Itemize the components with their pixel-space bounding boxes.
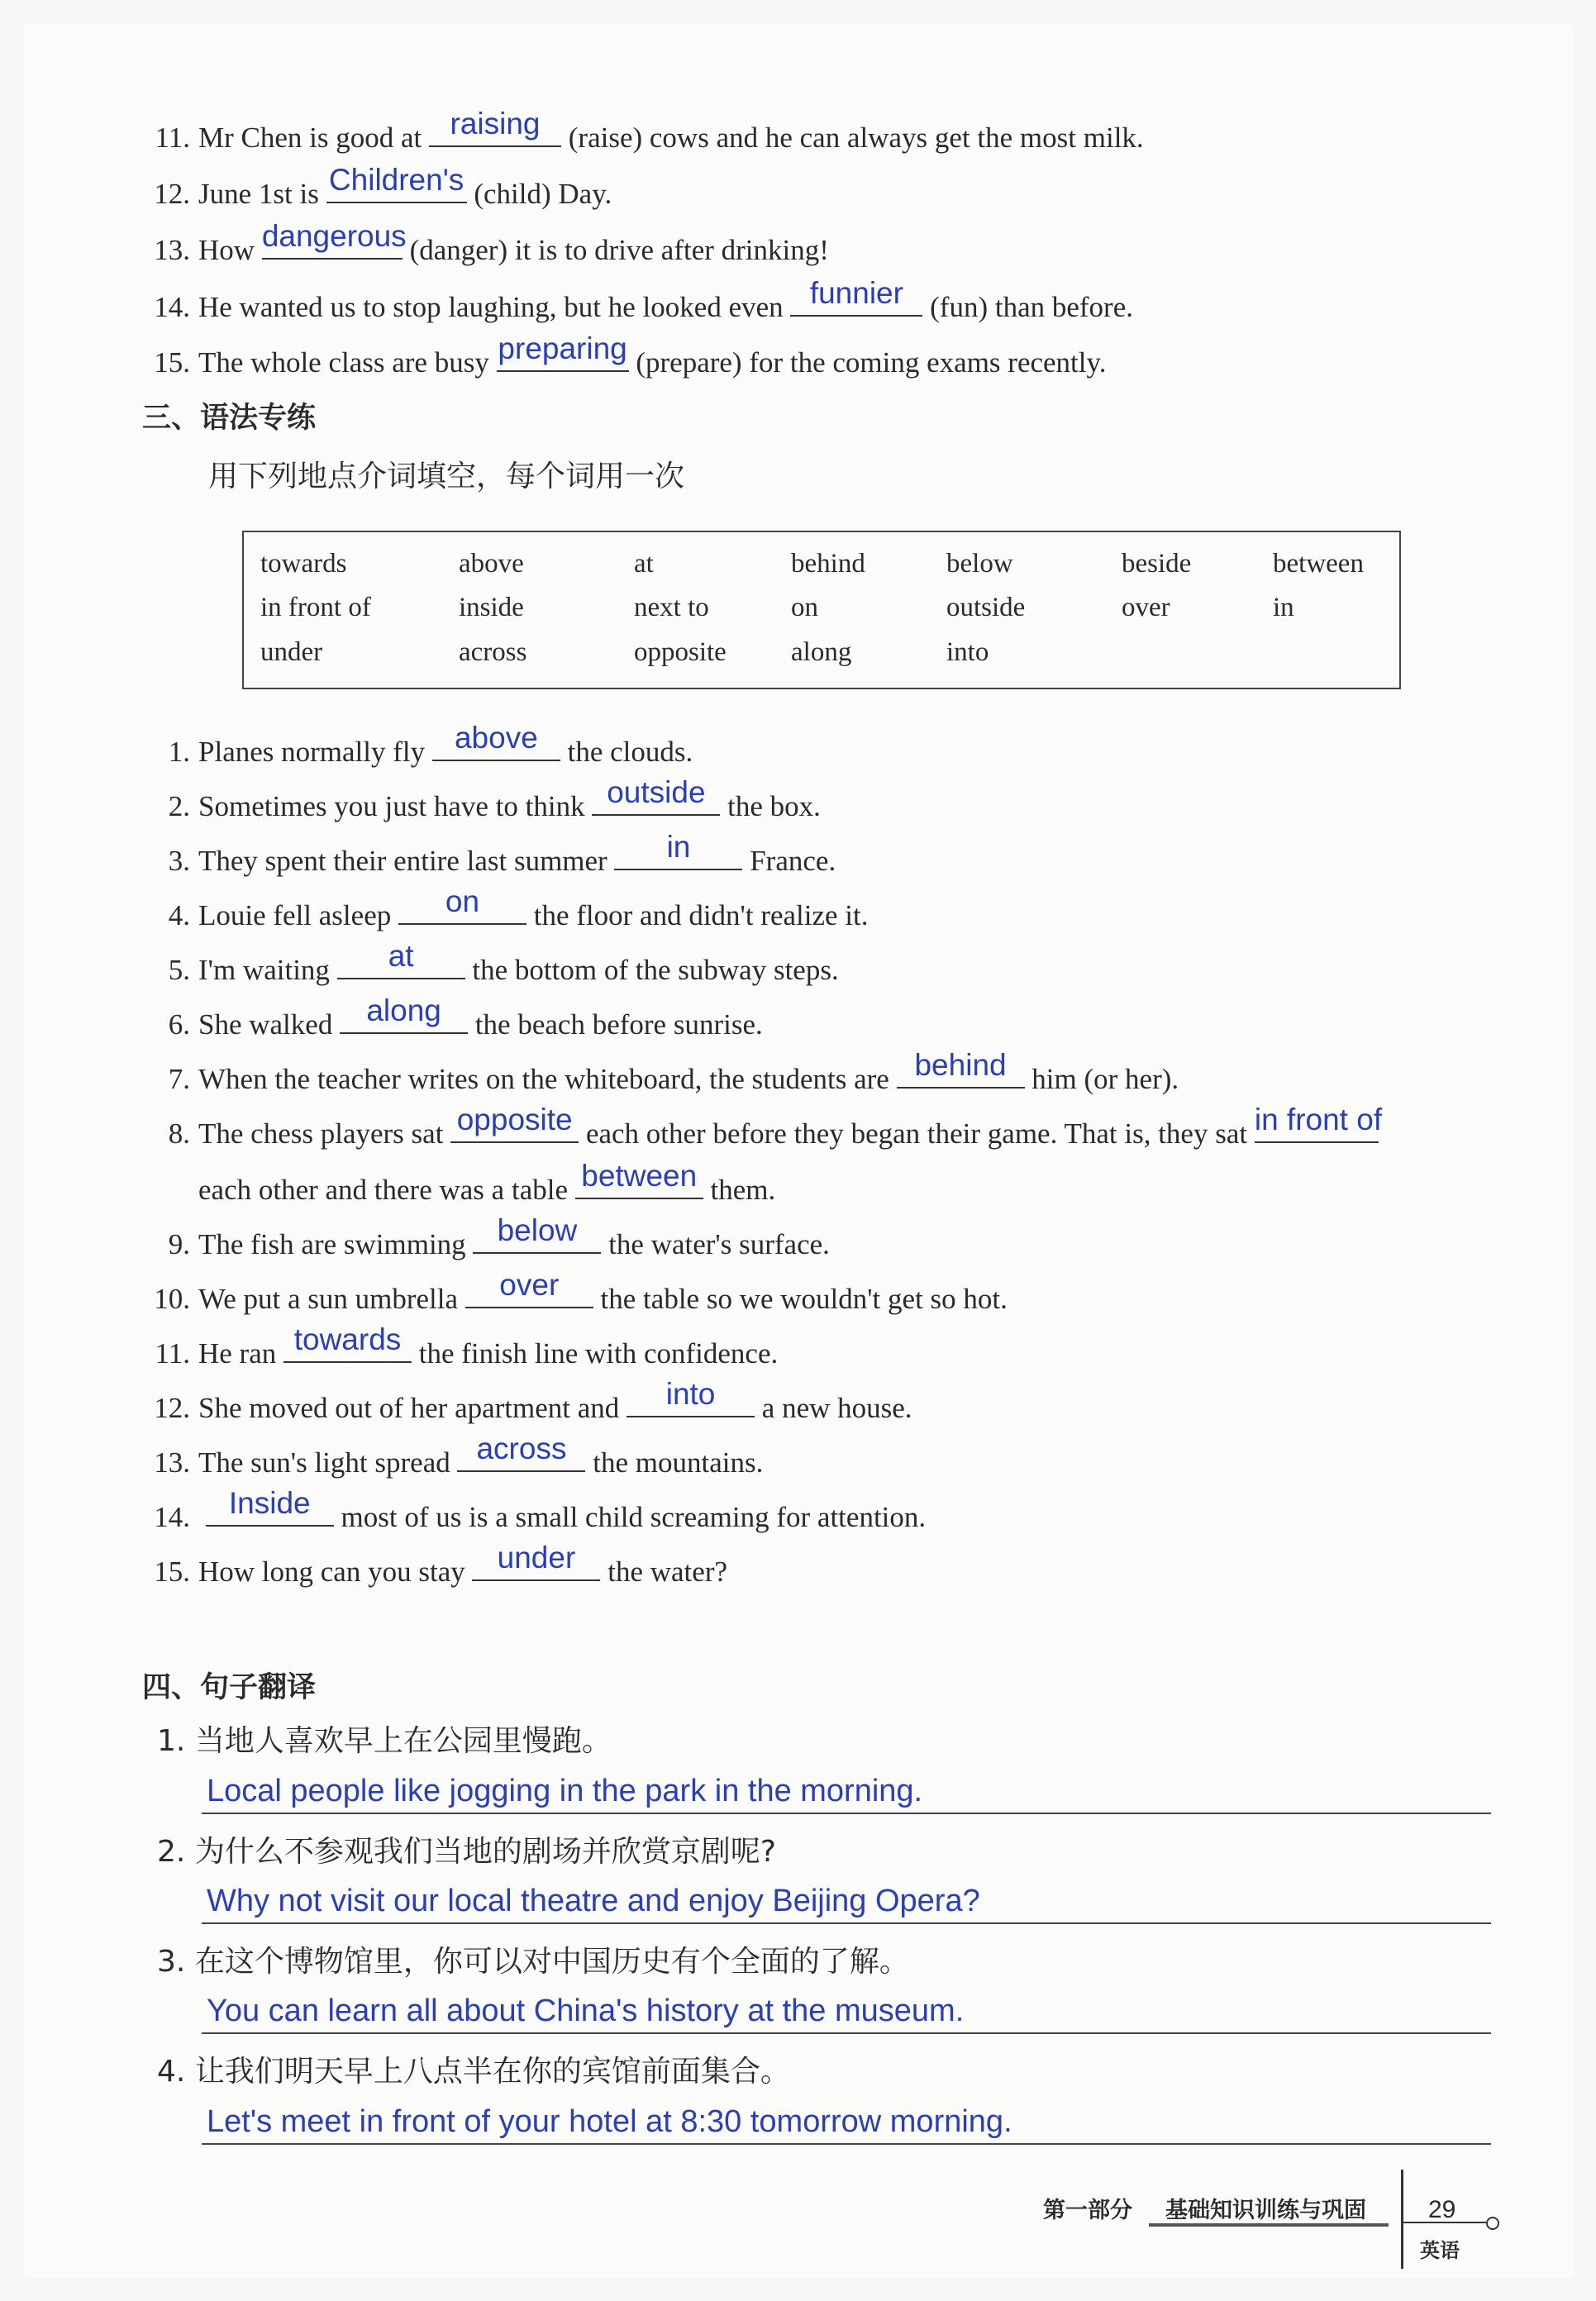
exercise-item: 11. Mr Chen is good at raising (raise) cows and he can always get the most milk.: [155, 107, 1144, 154]
exercise-item: 13. The sun's light spread across the mountains.: [154, 1432, 764, 1479]
translation-prompt: 2. 为什么不参观我们当地的剧场并欣赏京剧呢?: [157, 1835, 776, 1869]
exercise-item: 6. She walked along the beach before sunrise.: [168, 993, 763, 1041]
answer-blank: at: [337, 948, 465, 979]
word-bank-item: in: [1273, 593, 1294, 622]
word-bank-item: next to: [634, 593, 709, 622]
section-heading: 三、语法专练: [142, 402, 317, 435]
exercise-item-continued: each other and there was a table between them.: [198, 1159, 776, 1206]
exercise-item: 1. Planes normally fly above the clouds.: [168, 721, 693, 768]
exercise-item: 3. They spent their entire last summer in France.: [168, 830, 836, 877]
word-bank-item: behind: [791, 549, 865, 579]
answer-blank: in: [614, 839, 742, 870]
translation-prompt: 1. 当地人喜欢早上在公园里慢跑。: [157, 1724, 612, 1758]
word-bank-item: under: [260, 637, 323, 667]
word-bank-item: beside: [1122, 549, 1192, 579]
section-heading: 四、句子翻译: [142, 1671, 317, 1704]
answer-blank: in front of: [1255, 1112, 1379, 1143]
translation-prompt: 3. 在这个博物馆里，你可以对中国历史有个全面的了解。: [157, 1945, 909, 1979]
word-bank-item: above: [459, 549, 524, 579]
translation-prompt: 4. 让我们明天早上八点半在你的宾馆前面集合。: [157, 2055, 790, 2089]
exercise-item: 4. Louie fell asleep on the floor and didn't realize it.: [168, 884, 869, 931]
word-bank-item: at: [634, 549, 654, 579]
exercise-item: 5. I'm waiting at the bottom of the subway steps.: [168, 939, 839, 986]
answer-blank: towards: [283, 1332, 412, 1363]
exercise-item: 10. We put a sun umbrella over the table so we wouldn't get so hot.: [154, 1268, 1008, 1315]
exercise-item: 15. How long can you stay under the water?: [154, 1541, 728, 1588]
exercise-item: 14. He wanted us to stop laughing, but he looked even funnier (fun) than before.: [154, 276, 1133, 323]
exercise-item: 8. The chess players sat opposite each other before they began their game. That is, they sat in front of: [168, 1103, 1383, 1150]
answer-blank: on: [398, 893, 526, 925]
answer-blank: dangerous: [262, 228, 403, 260]
exercise-item: 7. When the teacher writes on the whiteboard, the students are behind him (or her).: [168, 1048, 1179, 1095]
exercise-item: 12. She moved out of her apartment and into a new house.: [154, 1377, 912, 1424]
word-bank-item: towards: [260, 549, 347, 579]
exercise-item: 11. He ran towards the finish line with confidence.: [155, 1322, 779, 1370]
answer-blank: raising: [429, 116, 561, 147]
footer-divider: [1401, 2170, 1403, 2269]
exercise-item: 15. The whole class are busy preparing (prepare) for the coming exams recently.: [154, 331, 1107, 379]
word-bank-item: inside: [459, 593, 524, 622]
exercise-item: 12. June 1st is Children's (child) Day.: [154, 163, 612, 210]
answer-blank: Inside: [206, 1495, 334, 1527]
page-number: 29: [1428, 2196, 1456, 2223]
footer-circle: [1486, 2217, 1499, 2230]
translation-answer-line: Let's meet in front of your hotel at 8:30 tomorrow morning.: [202, 2097, 1491, 2145]
answer-blank: along: [340, 1003, 468, 1034]
section-instruction: 用下列地点介词填空，每个词用一次: [208, 460, 685, 493]
footer-rule: [1149, 2223, 1389, 2227]
exercise-item: 2. Sometimes you just have to think outside the box.: [168, 775, 821, 822]
answer-blank: opposite: [450, 1112, 579, 1143]
answer-blank: below: [473, 1222, 601, 1254]
answer-blank: Children's: [326, 172, 467, 203]
word-bank-item: on: [791, 593, 818, 622]
word-bank-item: into: [946, 637, 989, 667]
answer-blank: preparing: [497, 341, 629, 372]
translation-answer-line: You can learn all about China's history at the museum.: [202, 1986, 1491, 2034]
exercise-item: 9. The fish are swimming below the water's surface.: [168, 1213, 830, 1260]
answer-blank: across: [457, 1441, 585, 1472]
answer-blank: under: [472, 1550, 600, 1581]
answer-blank: behind: [897, 1057, 1025, 1089]
translation-answer-line: Local people like jogging in the park in the morning.: [202, 1766, 1491, 1814]
word-bank-item: between: [1273, 549, 1364, 579]
subject-label: 英语: [1420, 2239, 1460, 2262]
word-bank-item: below: [946, 549, 1013, 579]
word-bank-item: along: [791, 637, 852, 667]
word-bank-item: outside: [946, 593, 1026, 622]
word-bank-item: across: [459, 637, 527, 667]
answer-blank: above: [432, 730, 560, 761]
word-bank: [242, 531, 1401, 689]
footer-part: 第一部分: [1043, 2198, 1132, 2223]
answer-blank: into: [626, 1386, 755, 1417]
exercise-item: 13. How dangerous (danger) it is to drive after drinking!: [154, 219, 829, 266]
word-bank-item: opposite: [634, 637, 727, 667]
translation-answer-line: Why not visit our local theatre and enjoy Beijing Opera?: [202, 1876, 1491, 1924]
answer-blank: outside: [592, 784, 720, 816]
answer-blank: funnier: [790, 285, 922, 317]
footer-title: 基础知识训练与巩固: [1165, 2198, 1366, 2223]
answer-blank: between: [575, 1168, 703, 1199]
word-bank-item: over: [1122, 593, 1170, 622]
exercise-item: 14. Inside most of us is a small child screaming for attention.: [154, 1486, 927, 1533]
word-bank-item: in front of: [260, 593, 371, 622]
answer-blank: over: [465, 1277, 593, 1308]
